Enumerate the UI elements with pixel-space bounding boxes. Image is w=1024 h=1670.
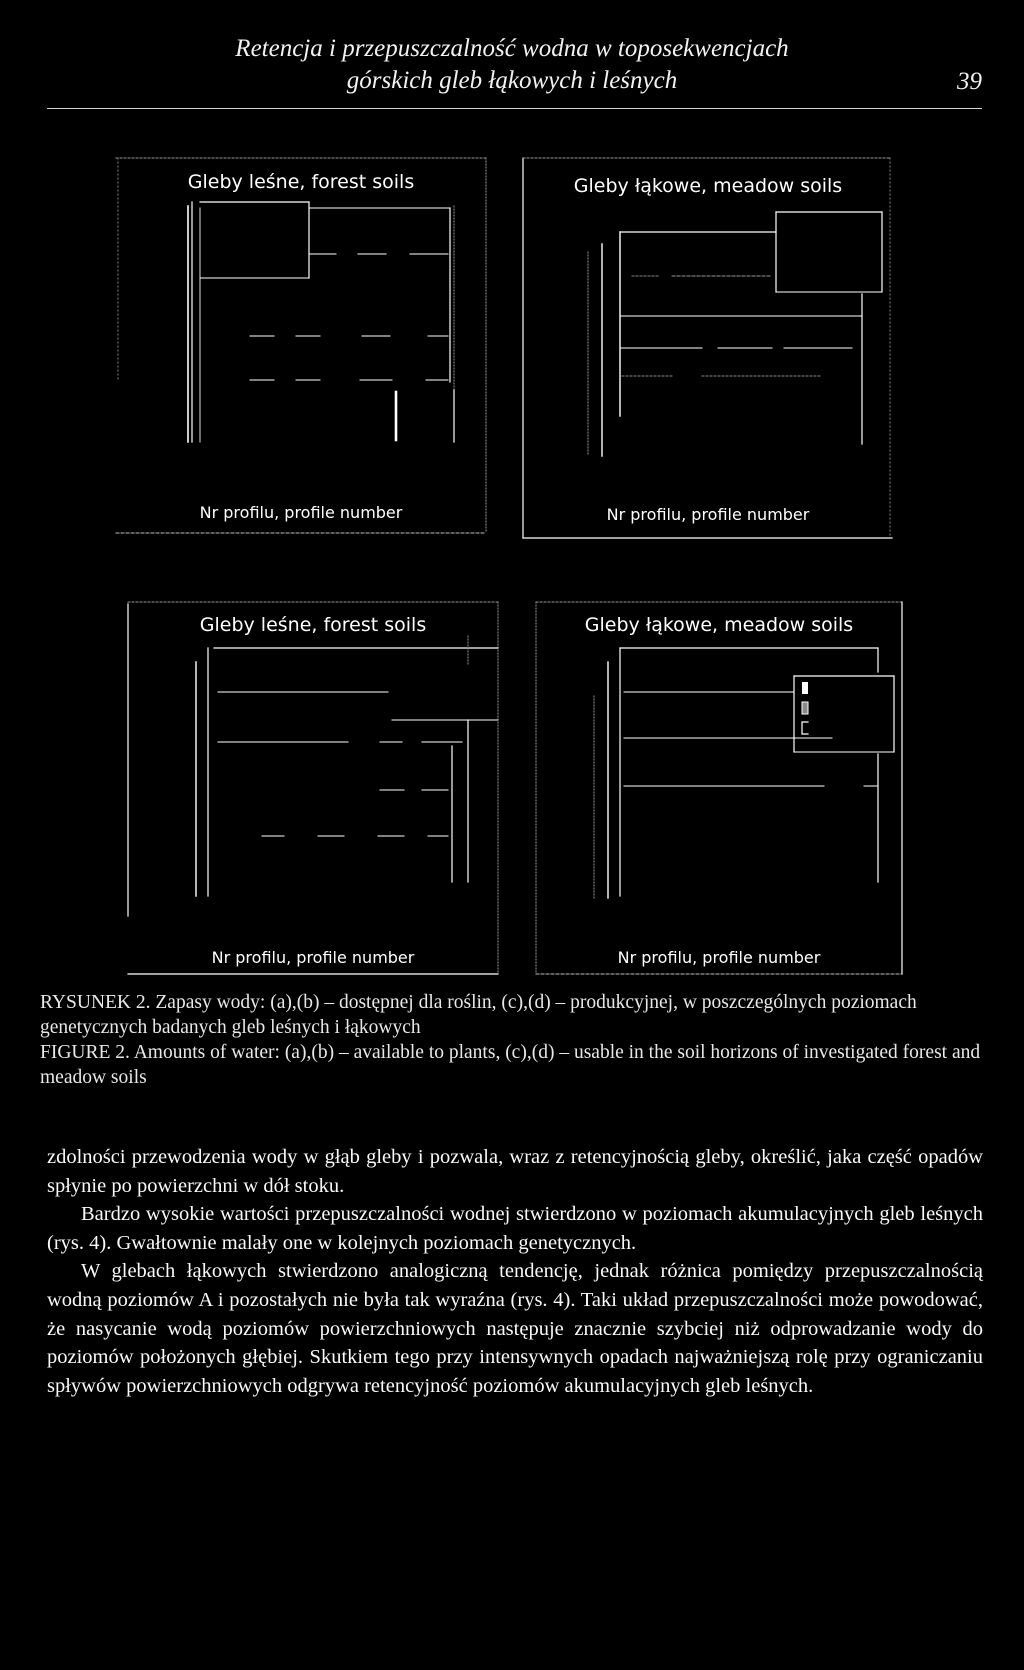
chart-a-graphic (110, 150, 492, 540)
panel-c-title: Gleby leśne, forest soils (199, 614, 427, 636)
figure-caption-pl: RYSUNEK 2. Zapasy wody: (a),(b) – dostępnej dla roślin, (c),(d) – produkcyjnej, w poszczególnych poziomach genetycznych badanych gleb leśnych i łąkowych (40, 992, 917, 1038)
page-number: 39 (957, 68, 982, 95)
running-header-line1: Retencja i przepuszczalność wodna w toposekwencjach (235, 35, 789, 62)
chart-d-graphic (532, 596, 906, 980)
paragraph-3: W glebach łąkowych stwierdzono analogiczną tendencję, jednak różnica pomiędzy przepuszczalnością wodną poziomów A i pozostałych nie była tak wyraźna (rys. 4). Taki układ przepuszczalności może powodować, że nasycanie wodą poziomów powierzchniowych następuje znacznie szybciej niż odprowadzanie wody do poziomów położonych głębiej. Skutkiem tego przy intensywnych opadach najważniejszą rolę przy ograniczaniu spływów powierzchniowych odgrywa retencyjność poziomów akumulacyjnych gleb leśnych. (47, 1260, 983, 1397)
chart-panel-c (122, 596, 504, 980)
paragraph-1: zdolności przewodzenia wody w głąb gleby i pozwala, wraz z retencyjnością gleby, określić, jaka część opadów spłynie po powierzchni w dół stoku. (47, 1146, 983, 1197)
panel-a-xlabel: Nr profilu, profile number (199, 503, 403, 522)
header-rule (47, 108, 982, 109)
panel-b-xlabel: Nr profilu, profile number (606, 505, 810, 524)
chart-c-graphic (122, 596, 504, 980)
panel-b-title: Gleby łąkowe, meadow soils (573, 175, 843, 197)
running-header-line2: górskich gleb łąkowych i leśnych (346, 67, 678, 94)
panel-a-title: Gleby leśne, forest soils (187, 171, 415, 193)
body-text (47, 1143, 983, 1400)
chart-panel-d (532, 596, 906, 980)
panel-c-xlabel: Nr profilu, profile number (211, 948, 415, 967)
figure-caption-en: FIGURE 2. Amounts of water: (a),(b) – available to plants, (c),(d) – usable in the soil horizons of investigated forest and meadow soils (40, 1042, 981, 1088)
chart-panel-b (522, 152, 894, 542)
panel-d-xlabel: Nr profilu, profile number (617, 948, 821, 967)
chart-b-graphic (522, 152, 894, 542)
paragraph-2: Bardzo wysokie wartości przepuszczalności wodnej stwierdzono w poziomach akumulacyjnych gleb leśnych (rys. 4). Gwałtownie malały one w kolejnych poziomach genetycznych. (47, 1203, 983, 1254)
panel-d-title: Gleby łąkowe, meadow soils (584, 614, 854, 636)
chart-panel-a (110, 150, 492, 540)
